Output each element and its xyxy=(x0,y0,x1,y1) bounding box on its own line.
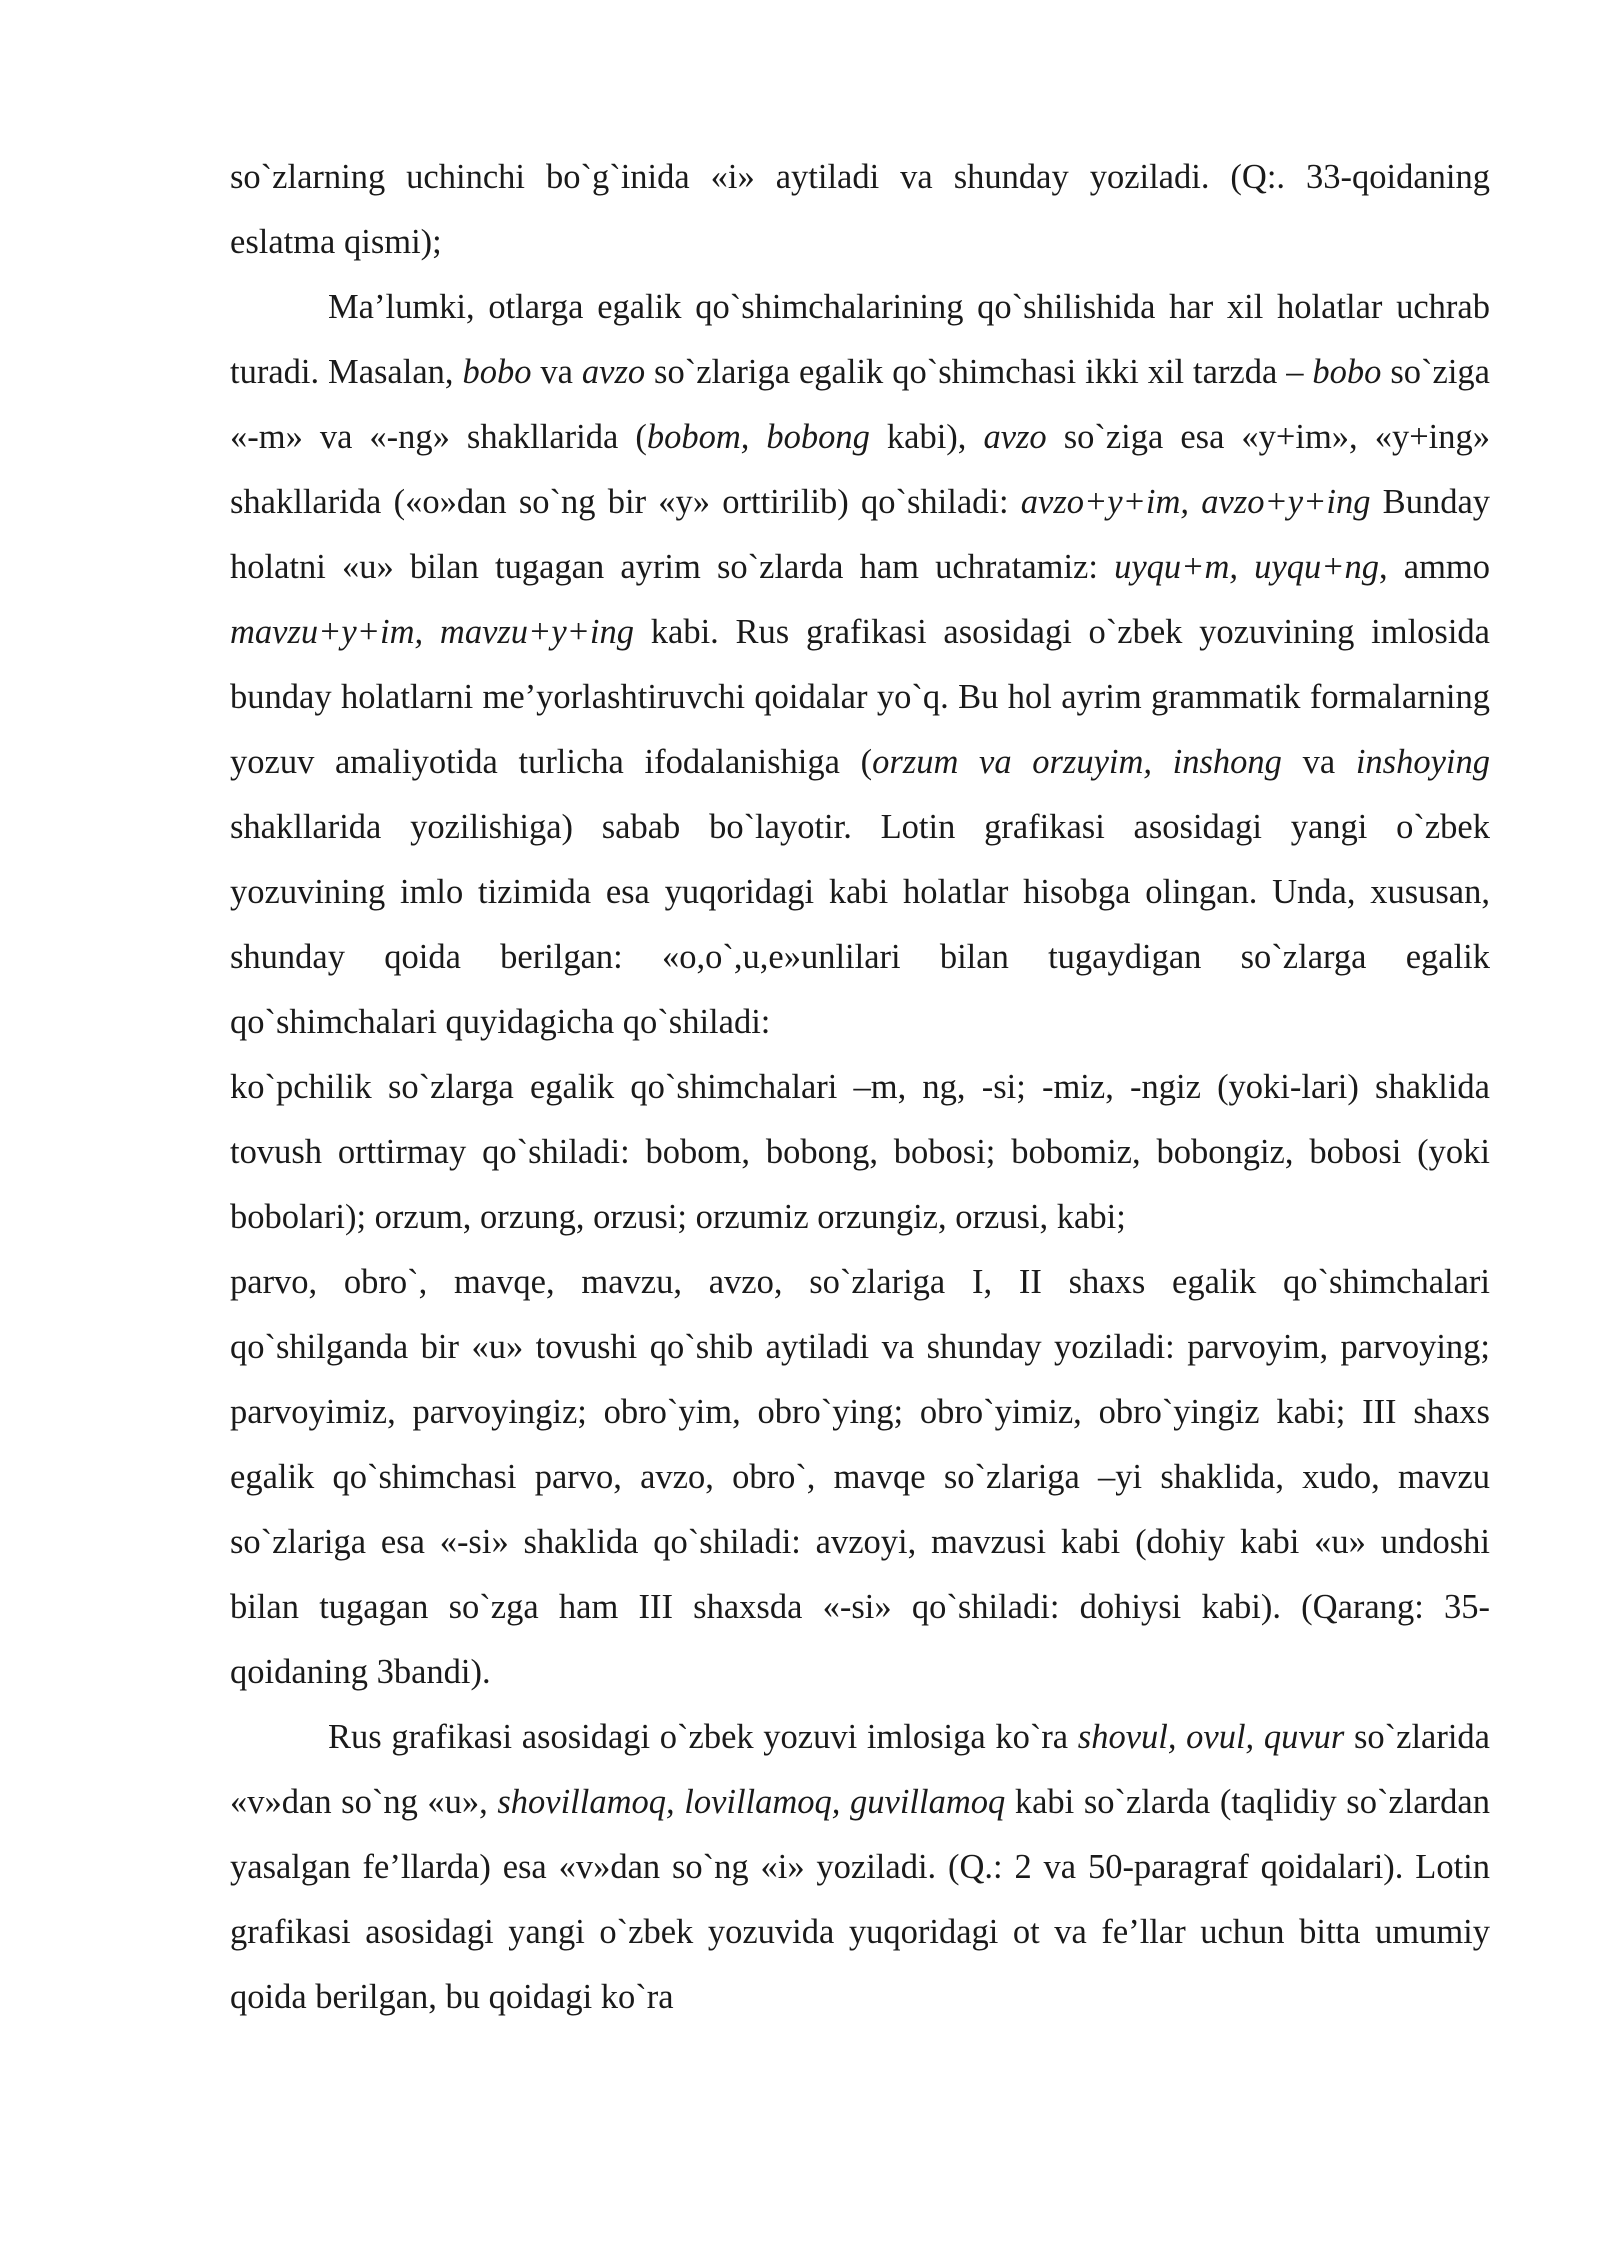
text-run: kabi so`zlarda (taqlidiy so`zlardan yasalgan fe’llarda) esa «v»dan so`ng «i» yoziladi. (Q.: 2 va 50-paragraf qoidalari). Lotin grafikasi asosidagi yangi o`zbek yozuvida yuqoridagi ot va fe’llar uchun bitta umumiy qoida berilgan, bu qoidagi ko`ra xyxy=(230,1783,1490,2016)
paragraph xyxy=(230,145,1490,275)
text-run: so`ziga esa «y+im», «y+ing» shakllarida («o»dan so`ng bir «y» orttirilib) qo`shiladi: xyxy=(230,418,1490,521)
italic-text: bobo xyxy=(462,353,532,391)
italic-text: shovul, ovul, quvur xyxy=(1077,1718,1345,1756)
italic-text: inshoying xyxy=(1355,743,1490,781)
text-run: Bunday holatni «u» bilan tugagan ayrim so`zlarda ham uchratamiz: xyxy=(230,483,1491,586)
text-run: ko`pchilik so`zlarga egalik qo`shimchalari –m, ng, -si; -miz, -ngiz (yoki-lari) shaklida tovush orttirmay qo`shiladi: bobom, bobong, bobosi; bobomiz, bobongiz, bobosi (yoki bobolari); orzum, orzung, orzusi; orzumiz orzungiz, orzusi, kabi; xyxy=(230,1068,1490,1236)
text-run: parvo, obro`, mavqe, mavzu, avzo, so`zlariga I, II shaxs egalik qo`shimchalari qo`shilganda bir «u» tovushi qo`shib aytiladi va shunday yoziladi: parvoyim, parvoying; parvoyimiz, parvoyingiz; obro`yim, obro`ying; obro`yimiz, obro`yingiz kabi; III shaxs egalik qo`shimchasi parvo, avzo, obro`, mavqe so`zlariga –yi shaklida, xudo, mavzu so`zlariga esa «-si» shaklida qo`shiladi: avzoyi, mavzusi kabi (dohiy kabi «u» undoshi bilan tugagan so`zga ham III shaxsda «-si» qo`shiladi: dohiysi kabi). (Qarang: 35-qoidaning 3bandi). xyxy=(230,1263,1490,1691)
text-run: kabi), xyxy=(869,418,984,456)
text-run: Rus grafikasi asosidagi o`zbek yozuvi imlosiga ko`ra xyxy=(328,1718,1078,1756)
paragraph xyxy=(230,1250,1490,1705)
italic-text: shovillamoq, lovillamoq, guvillamoq xyxy=(497,1783,1006,1821)
text-run: Ma’lumki, otlarga egalik qo`shimchalarining qo`shilishida har xil holatlar uchrab turadi. Masalan, xyxy=(230,288,1490,391)
italic-text: uyqu+m, uyqu+ng xyxy=(1114,548,1379,586)
italic-text: avzo xyxy=(581,353,646,391)
italic-text: avzo+y+im, avzo+y+ing xyxy=(1020,483,1371,521)
italic-text: avzo xyxy=(983,418,1047,456)
paragraph xyxy=(230,275,1490,1055)
text-run: so`zlariga egalik qo`shimchasi ikki xil tarzda – xyxy=(645,353,1313,391)
text-run: va xyxy=(1281,743,1356,781)
text-run: so`zlarning uchinchi bo`g`inida «i» aytiladi va shunday yoziladi. (Q:. 33-qoidaning eslatma qismi); xyxy=(230,158,1490,261)
paragraph xyxy=(230,1705,1490,2030)
text-run: so`ziga «-m» va «-ng» shakllarida ( xyxy=(230,353,1490,456)
text-run: kabi. Rus grafikasi asosidagi o`zbek yozuvining imlosida bunday holatlarni me’yorlashtiruvchi qoidalar yo`q. Bu hol ayrim grammatik formalarning yozuv amaliyotida turlicha ifodalanishiga ( xyxy=(230,613,1490,781)
document-page xyxy=(230,145,1490,2030)
paragraph xyxy=(230,1055,1490,1250)
italic-text: bobo xyxy=(1312,353,1382,391)
text-run: shakllarida yozilishiga) sabab bo`layotir. Lotin grafikasi asosidagi yangi o`zbek yozuvining imlo tizimida esa yuqoridagi kabi holatlar hisobga olingan. Unda, xususan, shunday qoida berilgan: «o,o`,u,e»unlilari bilan tugaydigan so`zlarga egalik qo`shimchalari quyidagicha qo`shiladi: xyxy=(230,808,1490,1041)
text-run: , ammo xyxy=(1379,548,1491,586)
italic-text: bobom, bobong xyxy=(646,418,870,456)
italic-text: orzum va orzuyim, inshong xyxy=(872,743,1282,781)
text-run: so`zlarida «v»dan so`ng «u», xyxy=(230,1718,1490,1821)
text-run: va xyxy=(531,353,582,391)
italic-text: mavzu+y+im, mavzu+y+ing xyxy=(230,613,635,651)
